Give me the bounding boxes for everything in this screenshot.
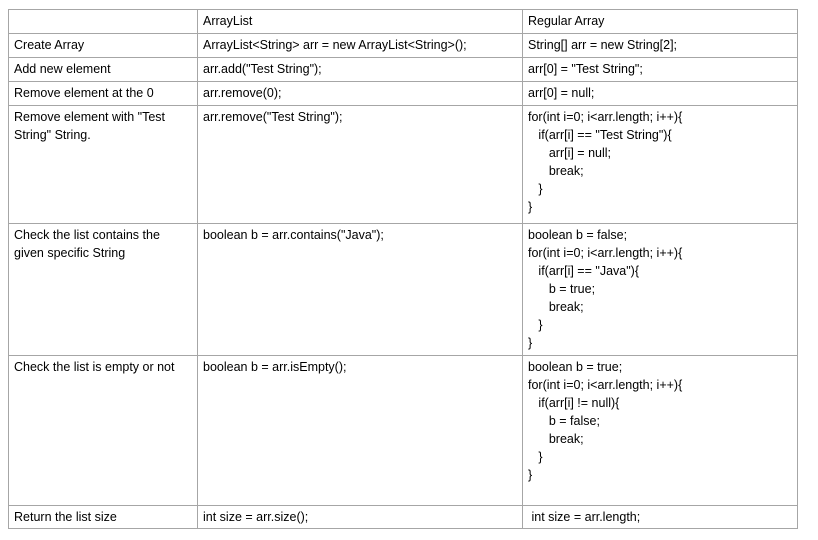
array-code-cell xyxy=(523,34,798,58)
code-line: } xyxy=(528,450,543,464)
operation-cell: Return the list size xyxy=(9,506,198,529)
operation-cell: Create Array xyxy=(9,34,198,58)
arraylist-code-cell: arr.add("Test String"); xyxy=(198,58,523,82)
code-line: break; xyxy=(528,432,584,446)
code-line: for(int i=0; i<arr.length; i++){ xyxy=(528,110,683,124)
code-line: break; xyxy=(528,164,584,178)
code-line: int size = arr.length; xyxy=(528,510,641,524)
table-row xyxy=(9,34,798,58)
header-operation-cell xyxy=(9,10,198,34)
header-row xyxy=(9,10,798,34)
table-row xyxy=(9,106,798,224)
code-line: } xyxy=(528,200,533,214)
table-row xyxy=(9,82,798,106)
code-line: } xyxy=(528,318,543,332)
array-code-cell xyxy=(523,224,798,356)
table-row xyxy=(9,356,798,506)
code-line: } xyxy=(528,468,533,482)
table-row xyxy=(9,58,798,82)
arraylist-code-cell: ArrayList<String> arr = new ArrayList<String>(); xyxy=(198,34,523,58)
arraylist-code-cell: arr.remove("Test String"); xyxy=(198,106,523,224)
operation-cell: Add new element xyxy=(9,58,198,82)
operation-cell: Check the list contains the given specific String xyxy=(9,224,198,356)
operation-cell: Check the list is empty or not xyxy=(9,356,198,506)
code-line: b = true; xyxy=(528,282,596,296)
header-array-cell: Regular Array xyxy=(523,10,798,34)
table-row xyxy=(9,224,798,356)
array-code-cell xyxy=(523,58,798,82)
operation-cell: Remove element with "Test String" String. xyxy=(9,106,198,224)
header-arraylist-cell: ArrayList xyxy=(198,10,523,34)
array-code-cell xyxy=(523,506,798,529)
operation-cell: Remove element at the 0 xyxy=(9,82,198,106)
code-line: if(arr[i] != null){ xyxy=(528,396,620,410)
code-line: break; xyxy=(528,300,584,314)
code-line: String[] arr = new String[2]; xyxy=(528,38,678,52)
array-code-cell xyxy=(523,356,798,506)
arraylist-code-cell: int size = arr.size(); xyxy=(198,506,523,529)
code-line: if(arr[i] == "Java"){ xyxy=(528,264,639,278)
code-line: for(int i=0; i<arr.length; i++){ xyxy=(528,246,683,260)
arraylist-code-cell: arr.remove(0); xyxy=(198,82,523,106)
code-line: arr[0] = "Test String"; xyxy=(528,62,643,76)
arraylist-code-cell: boolean b = arr.isEmpty(); xyxy=(198,356,523,506)
code-line: } xyxy=(528,336,533,350)
comparison-table xyxy=(8,9,798,529)
array-code-cell xyxy=(523,82,798,106)
code-line: b = false; xyxy=(528,414,600,428)
code-line: arr[i] = null; xyxy=(528,146,612,160)
code-line: } xyxy=(528,182,543,196)
code-line: arr[0] = null; xyxy=(528,86,595,100)
array-code-cell xyxy=(523,106,798,224)
arraylist-code-cell: boolean b = arr.contains("Java"); xyxy=(198,224,523,356)
code-line: boolean b = false; xyxy=(528,228,628,242)
code-line: boolean b = true; xyxy=(528,360,623,374)
code-line: if(arr[i] == "Test String"){ xyxy=(528,128,672,142)
code-line: for(int i=0; i<arr.length; i++){ xyxy=(528,378,683,392)
table-row xyxy=(9,506,798,529)
